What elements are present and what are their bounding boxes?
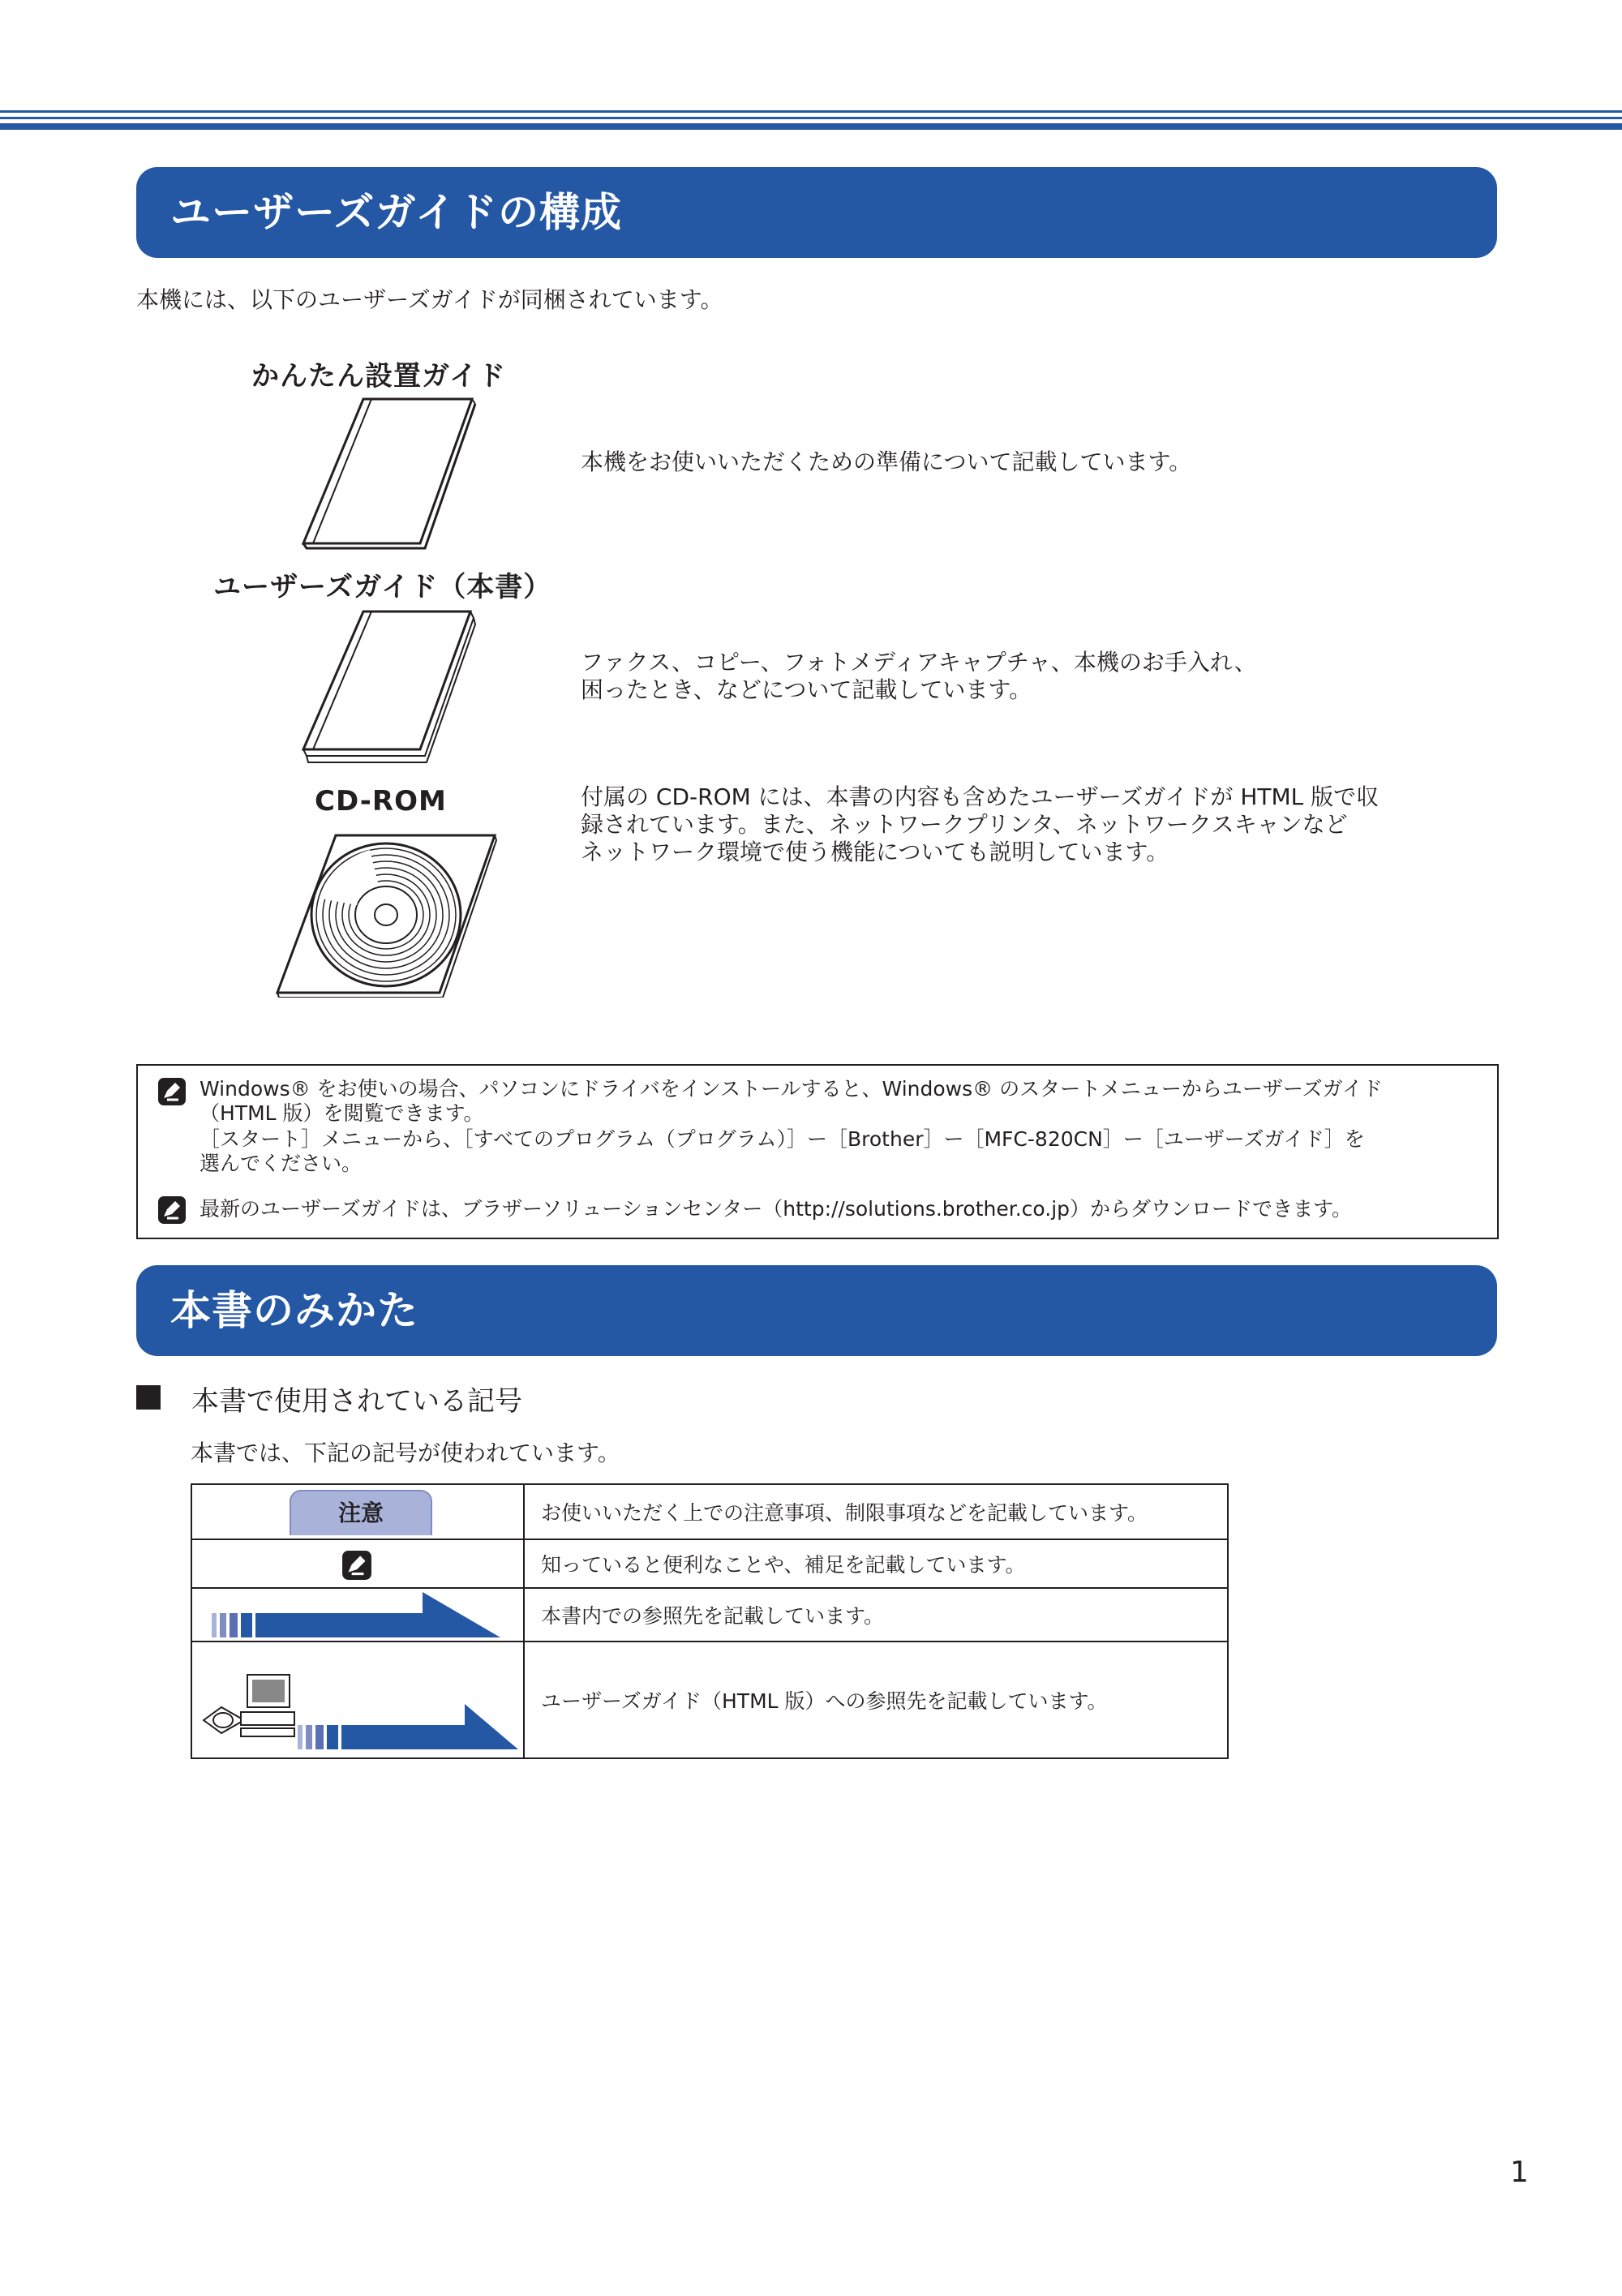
note1-line3: ［スタート］メニューから、［すべてのプログラム（プログラム）］ー［Brother］ー［MFC-820CN］ー［ユーザーズガイド］を [200,1127,1365,1151]
note-box [136,1064,1499,1239]
html-reference-icon [197,1672,521,1753]
book-icon [298,610,477,766]
symbol-desc: 知っていると便利なことや、補足を記載しています。 [524,1539,1228,1588]
note1-line2: （HTML 版）を閲覧できます。 [200,1101,484,1125]
symbols-table [191,1483,1229,1759]
section-title: ユーザーズガイドの構成 [170,189,622,236]
guide-desc-cdrom: 付属の CD-ROM には、本書の内容も含めたユーザーズガイドが HTML 版で収 録されています。また、ネットワークプリンタ、ネットワークスキャンなど ネットワーク環境で使う機能についても説明しています。 [581,783,1380,865]
tip-icon [341,1550,372,1581]
guide-desc-users: ファクス、コピー、フォトメディアキャプチャ、本機のお手入れ、 困ったとき、などについて記載しています。 [581,649,1257,703]
square-bullet-icon [136,1385,161,1410]
symbol-cell [191,1642,524,1758]
tip-icon [157,1195,187,1225]
section-title-bar [136,1265,1497,1356]
booklet-icon [298,397,477,550]
symbol-cell [191,1588,524,1642]
table-row [191,1484,1228,1539]
symbol-desc: ユーザーズガイド（HTML 版）への参照先を記載しています。 [524,1642,1228,1758]
cd-rom-icon [272,832,498,998]
note1-line4: 選んでください。 [200,1152,363,1175]
table-row [191,1588,1228,1642]
subheading: 本書で使用されている記号 [191,1385,522,1418]
symbol-desc: 本書内での参照先を記載しています。 [524,1588,1228,1642]
tip-icon [157,1077,187,1106]
table-row [191,1642,1228,1758]
symbol-cell [191,1484,524,1539]
symbol-desc: お使いいただく上での注意事項、制限事項などを記載しています。 [524,1484,1228,1539]
guide-name-users: ユーザーズガイド（本書） [213,571,552,603]
symbol-cell [191,1539,524,1588]
guide-name-setup: かんたん設置ガイド [251,360,506,393]
section-intro: 本機には、以下のユーザーズガイドが同梱されています。 [136,286,723,313]
caution-label: 注意 [290,1490,432,1535]
page-number: 1 [1510,2156,1529,2189]
note2: 最新のユーザーズガイドは、ブラザーソリューションセンター（http://solutions.brother.co.jp）からダウンロードできます。 [200,1197,1353,1221]
section-title: 本書のみかた [170,1287,418,1334]
guide-desc-setup: 本機をお使いいただくための準備について記載しています。 [581,448,1192,475]
table-row [191,1539,1228,1588]
section-intro: 本書では、下記の記号が使われています。 [191,1440,620,1466]
guide-name-cdrom: CD-ROM [315,785,447,818]
note1-line1: Windows® をお使いの場合、パソコンにドライバをインストールすると、Windows® のスタートメニューからユーザーズガイド [200,1077,1383,1101]
section-title-bar [136,167,1497,258]
arrow-reference-icon [212,1592,512,1637]
